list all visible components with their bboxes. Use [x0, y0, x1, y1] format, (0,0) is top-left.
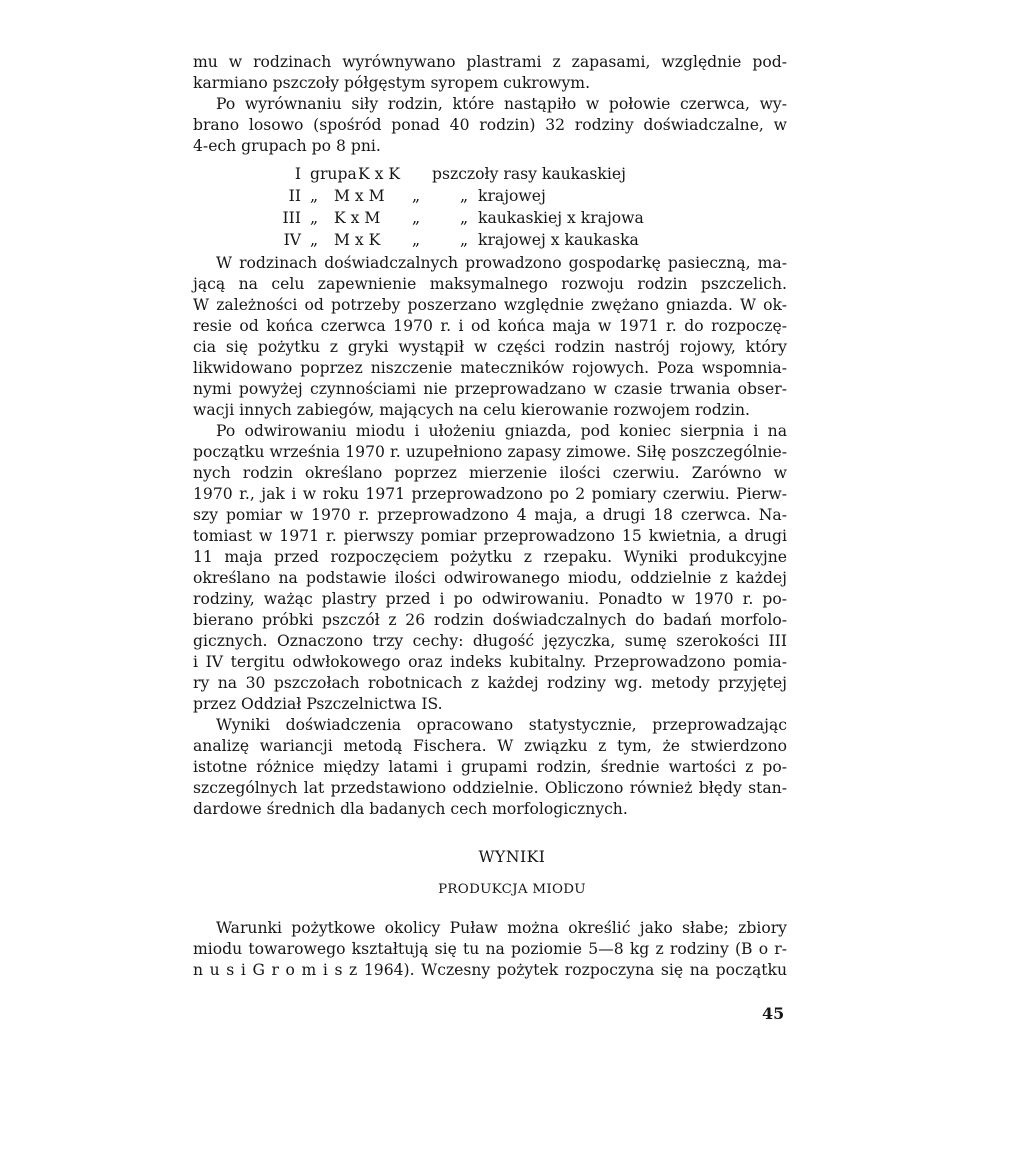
group-label: „: [310, 209, 319, 227]
group-description: kaukaskiej x krajowa: [478, 209, 644, 227]
text-line: 4-ech grupach po 8 pni.: [193, 137, 381, 155]
group-row: [262, 186, 732, 207]
text-line: W rodzinach doświadczalnych prowadzono gospodarkę pasieczną, ma-: [216, 254, 787, 272]
text-line: dardowe średnich dla badanych cech morfologicznych.: [193, 800, 628, 818]
text-line: Wyniki doświadczenia opracowano statystycznie, przeprowadzając: [216, 716, 787, 734]
group-code: M x K: [334, 231, 381, 249]
ditto-mark: „: [460, 231, 469, 249]
group-code: M x M: [334, 187, 385, 205]
group-code: K x M: [334, 209, 381, 227]
group-label: „: [310, 187, 319, 205]
text-line: 1970 r., jak i w roku 1971 przeprowadzono po 2 pomiary czerwiu. Pierw-: [193, 485, 787, 503]
text-line: miodu towarowego kształtują się tu na poziomie 5—8 kg z rodziny (B o r-: [193, 940, 787, 958]
group-row: [262, 230, 732, 251]
group-code: K x K: [358, 165, 401, 183]
text-line: przez Oddział Pszczelnictwa IS.: [193, 695, 443, 713]
text-line: Po odwirowaniu miodu i ułożeniu gniazda, pod koniec sierpnia i na: [216, 422, 787, 440]
page-number: 45: [762, 1004, 785, 1023]
text-line: gicznych. Oznaczono trzy cechy: długość języczka, sumę szerokości III: [193, 632, 787, 650]
text-line: likwidowano poprzez niszczenie mateczników rojowych. Poza wspomnia-: [193, 359, 787, 377]
text-line: analizę wariancji metodą Fischera. W związku z tym, że stwierdzono: [193, 737, 787, 755]
text-line: i IV tergitu odwłokowego oraz indeks kubitalny. Przeprowadzono pomia-: [193, 653, 787, 671]
ditto-mark: „: [460, 209, 469, 227]
ditto-mark: „: [412, 231, 421, 249]
text-line: ry na 30 pszczołach robotnicach z każdej rodziny wg. metody przyjętej: [193, 674, 787, 692]
group-description: krajowej: [478, 187, 546, 205]
text-line: W zależności od potrzeby poszerzano względnie zwężano gniazda. W ok-: [193, 296, 787, 314]
group-row: [262, 208, 732, 229]
text-line: nych rodzin określano poprzez mierzenie ilości czerwiu. Zarówno w: [193, 464, 787, 482]
section-heading: WYNIKI: [478, 848, 546, 866]
text-line: szy pomiar w 1970 r. przeprowadzono 4 maja, a drugi 18 czerwca. Na-: [193, 506, 787, 524]
text-line: brano losowo (spośród ponad 40 rodzin) 32 rodziny doświadczalne, w: [193, 116, 787, 134]
text-line: resie od końca czerwca 1970 r. i od końca maja w 1971 r. do rozpoczę-: [193, 317, 787, 335]
text-line: określano na podstawie ilości odwirowanego miodu, oddzielnie z każdej: [193, 569, 787, 587]
ditto-mark: „: [412, 209, 421, 227]
ditto-mark: „: [412, 187, 421, 205]
group-roman: I: [294, 165, 301, 183]
text-line: mu w rodzinach wyrównywano plastrami z zapasami, względnie pod-: [193, 53, 787, 71]
text-line: Warunki pożytkowe okolicy Puław można określić jako słabe; zbiory: [216, 919, 787, 937]
group-roman: II: [288, 187, 301, 205]
text-line: rodziny, ważąc plastry przed i po odwirowaniu. Ponadto w 1970 r. po-: [193, 590, 787, 608]
text-line: bierano próbki pszczół z 26 rodzin doświadczalnych do badań morfolo-: [193, 611, 787, 629]
ditto-mark: „: [460, 187, 469, 205]
group-label: „: [310, 231, 319, 249]
group-description: krajowej x kaukaska: [478, 231, 639, 249]
text-line: 11 maja przed rozpoczęciem pożytku z rzepaku. Wyniki produkcyjne: [193, 548, 787, 566]
group-roman: III: [282, 209, 301, 227]
text-line: wacji innych zabiegów, mających na celu kierowanie rozwojem rodzin.: [193, 401, 750, 419]
text-line: nymi powyżej czynnościami nie przeprowadzano w czasie trwania obser-: [193, 380, 787, 398]
subsection-heading: PRODUKCJA MIODU: [438, 882, 586, 897]
text-line: karmiano pszczoły półgęstym syropem cukrowym.: [193, 74, 591, 92]
text-line: początku września 1970 r. uzupełniono zapasy zimowe. Siłę poszczególnie-: [193, 443, 787, 461]
group-label: grupa: [310, 165, 357, 183]
text-line: szczególnych lat przedstawiono oddzielnie. Obliczono również błędy stan-: [193, 779, 787, 797]
group-roman: IV: [283, 231, 301, 249]
text-line: n u s i G r o m i s z 1964). Wczesny pożytek rozpoczyna się na początku: [193, 961, 787, 979]
text-line: tomiast w 1971 r. pierwszy pomiar przeprowadzono 15 kwietnia, a drugi: [193, 527, 787, 545]
text-line: istotne różnice między latami i grupami rodzin, średnie wartości z po-: [193, 758, 787, 776]
text-line: Po wyrównaniu siły rodzin, które nastąpiło w połowie czerwca, wy-: [216, 95, 787, 113]
group-description: pszczoły rasy kaukaskiej: [432, 165, 626, 183]
group-row: [262, 164, 732, 185]
text-line: jącą na celu zapewnienie maksymalnego rozwoju rodzin pszczelich.: [193, 275, 787, 293]
text-line: cia się pożytku z gryki wystąpił w części rodzin nastrój rojowy, który: [193, 338, 787, 356]
